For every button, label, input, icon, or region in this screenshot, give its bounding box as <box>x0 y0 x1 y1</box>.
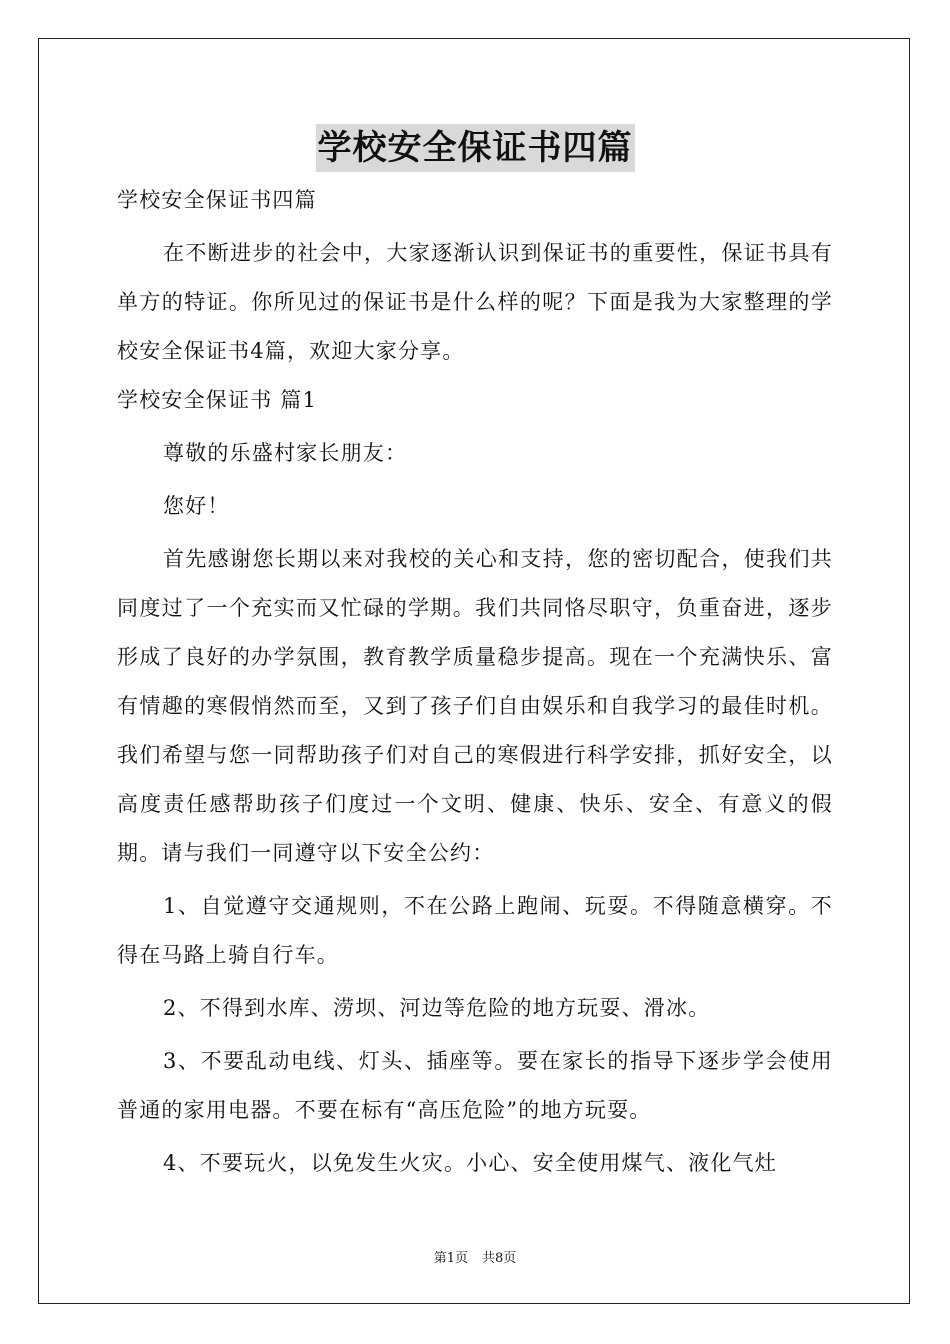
rule-item-1: 1、自觉遵守交通规则，不在公路上跑闹、玩耍。不得随意横穿。不得在马路上骑自行车。 <box>117 894 833 967</box>
rule-item-2: 2、不得到水库、涝坝、河边等危险的地方玩耍、滑冰。 <box>163 996 711 1020</box>
document-title: 学校安全保证书四篇 <box>316 124 635 172</box>
document-body <box>117 176 833 1188</box>
rule-item-3: 3、不要乱动电线、灯头、插座等。要在家长的指导下逐步学会使用普通的家用电器。不要在标有“高压危险”的地方玩耍。 <box>117 1049 833 1122</box>
page-number: 第1页 <box>433 1251 468 1266</box>
intro-paragraph: 在不断进步的社会中，大家逐渐认识到保证书的重要性，保证书具有单方的特证。你所见过的保证书是什么样的呢？下面是我为大家整理的学校安全保证书4篇，欢迎大家分享。 <box>117 241 833 363</box>
salutation: 尊敬的乐盛村家长朋友： <box>163 441 408 465</box>
page-footer <box>0 1247 950 1266</box>
greeting: 您好！ <box>163 494 230 518</box>
section-heading: 学校安全保证书 篇1 <box>117 388 318 412</box>
rule-item-4: 4、不要玩火，以免发生火灾。小心、安全使用煤气、液化气灶 <box>163 1151 777 1175</box>
body-paragraph: 首先感谢您长期以来对我校的关心和支持，您的密切配合，使我们共同度过了一个充实而又忙碌的学期。我们共同恪尽职守，负重奋进，逐步形成了良好的办学氛围，教育教学质量稳步提高。现在一个充满快乐、富有情趣的寒假悄然而至，又到了孩子们自由娱乐和自我学习的最佳时机。我们希望与您一同帮助孩子们对自己的寒假进行科学安排，抓好安全，以高度责任感帮助孩子们度过一个文明、健康、快乐、安全、有意义的假期。请与我们一同遵守以下安全公约： <box>117 547 833 865</box>
title-wrap <box>0 124 950 172</box>
subtitle-line: 学校安全保证书四篇 <box>117 188 317 212</box>
page-total: 共8页 <box>482 1251 517 1266</box>
